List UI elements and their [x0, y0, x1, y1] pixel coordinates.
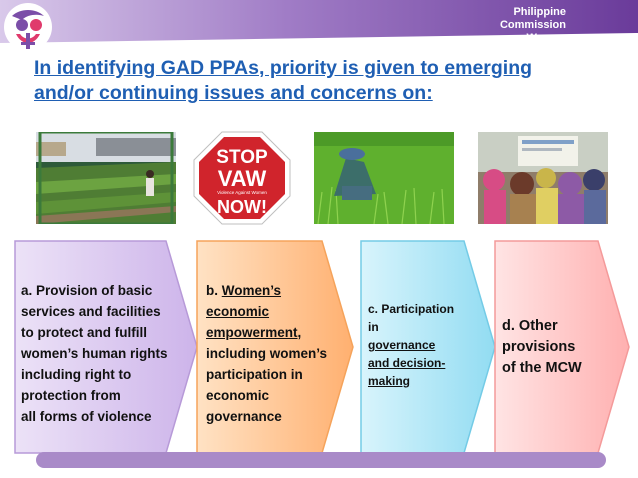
- org-name: [500, 6, 566, 45]
- card-b-line5: participation in: [206, 367, 303, 382]
- org-name-line1: Philippine: [513, 6, 566, 18]
- vaw-text: VAW: [217, 166, 267, 191]
- card-a-basic-services: [14, 240, 198, 454]
- page-title: [34, 56, 614, 106]
- stop-text: STOP: [216, 147, 268, 168]
- card-c-making: making: [368, 374, 411, 388]
- card-b-text: [206, 280, 327, 427]
- card-b-economic-empowerment: [196, 240, 354, 454]
- card-b-empowerment: empowerment: [206, 325, 298, 340]
- card-b-line7: governance: [206, 409, 282, 424]
- card-b-line3: [206, 322, 327, 343]
- org-name-line3: on Women: [509, 32, 566, 44]
- card-b-line1: [206, 280, 327, 301]
- card-a-line4: women’s human rights: [21, 346, 168, 361]
- card-c-line1: c. Participation: [368, 302, 455, 316]
- card-b-line4: including women’s: [206, 346, 328, 361]
- bottom-bar: [36, 452, 606, 468]
- card-b-economic: economic: [206, 304, 270, 319]
- card-b-line6: economic: [206, 388, 270, 403]
- stop-sign-icon: [192, 130, 292, 226]
- card-a-text: [21, 280, 168, 427]
- card-d-other-provisions: [494, 240, 630, 454]
- rice-field-photo: [314, 132, 454, 224]
- card-a-line3: to protect and fulfill: [21, 325, 147, 340]
- now-text: NOW!: [217, 197, 267, 217]
- garden-photo: [36, 132, 176, 224]
- card-d-line1: d. Other: [502, 318, 558, 334]
- rice-field-image: [314, 132, 454, 224]
- card-c-text: [368, 300, 454, 390]
- top-banner: [0, 0, 638, 48]
- card-d-text: [502, 316, 582, 379]
- pcw-logo-icon: [0, 0, 56, 56]
- title-line1: In identifying GAD PPAs, priority is given to emerging: [34, 57, 533, 79]
- card-b-comma: ,: [297, 325, 302, 340]
- card-a-line5: including right to: [21, 367, 132, 382]
- card-c-governance: governance: [368, 338, 436, 352]
- card-a-line7: all forms of violence: [21, 409, 152, 424]
- vaw-small-text: Violence Against Women: [217, 190, 267, 195]
- card-d-line3: of the MCW: [502, 360, 582, 376]
- card-d-line2: provisions: [502, 339, 576, 355]
- stop-vaw-sign: [192, 130, 292, 226]
- card-c-line2: in: [368, 320, 379, 334]
- org-name-line2: Commission: [499, 19, 566, 31]
- card-c-decision: and decision-: [368, 356, 446, 370]
- card-a-line2: services and facilities: [21, 304, 161, 319]
- title-line2: and/or continuing issues and concerns on:: [34, 82, 433, 104]
- card-b-prefix: b.: [206, 283, 222, 298]
- meeting-photo: [478, 132, 608, 224]
- garden-image: [36, 132, 176, 224]
- meeting-image: [478, 132, 608, 224]
- card-a-line6: protection from: [21, 388, 121, 403]
- card-b-womens: Women’s: [221, 283, 282, 298]
- card-c-participation: [360, 240, 496, 454]
- card-a-line1: a. Provision of basic: [21, 283, 153, 298]
